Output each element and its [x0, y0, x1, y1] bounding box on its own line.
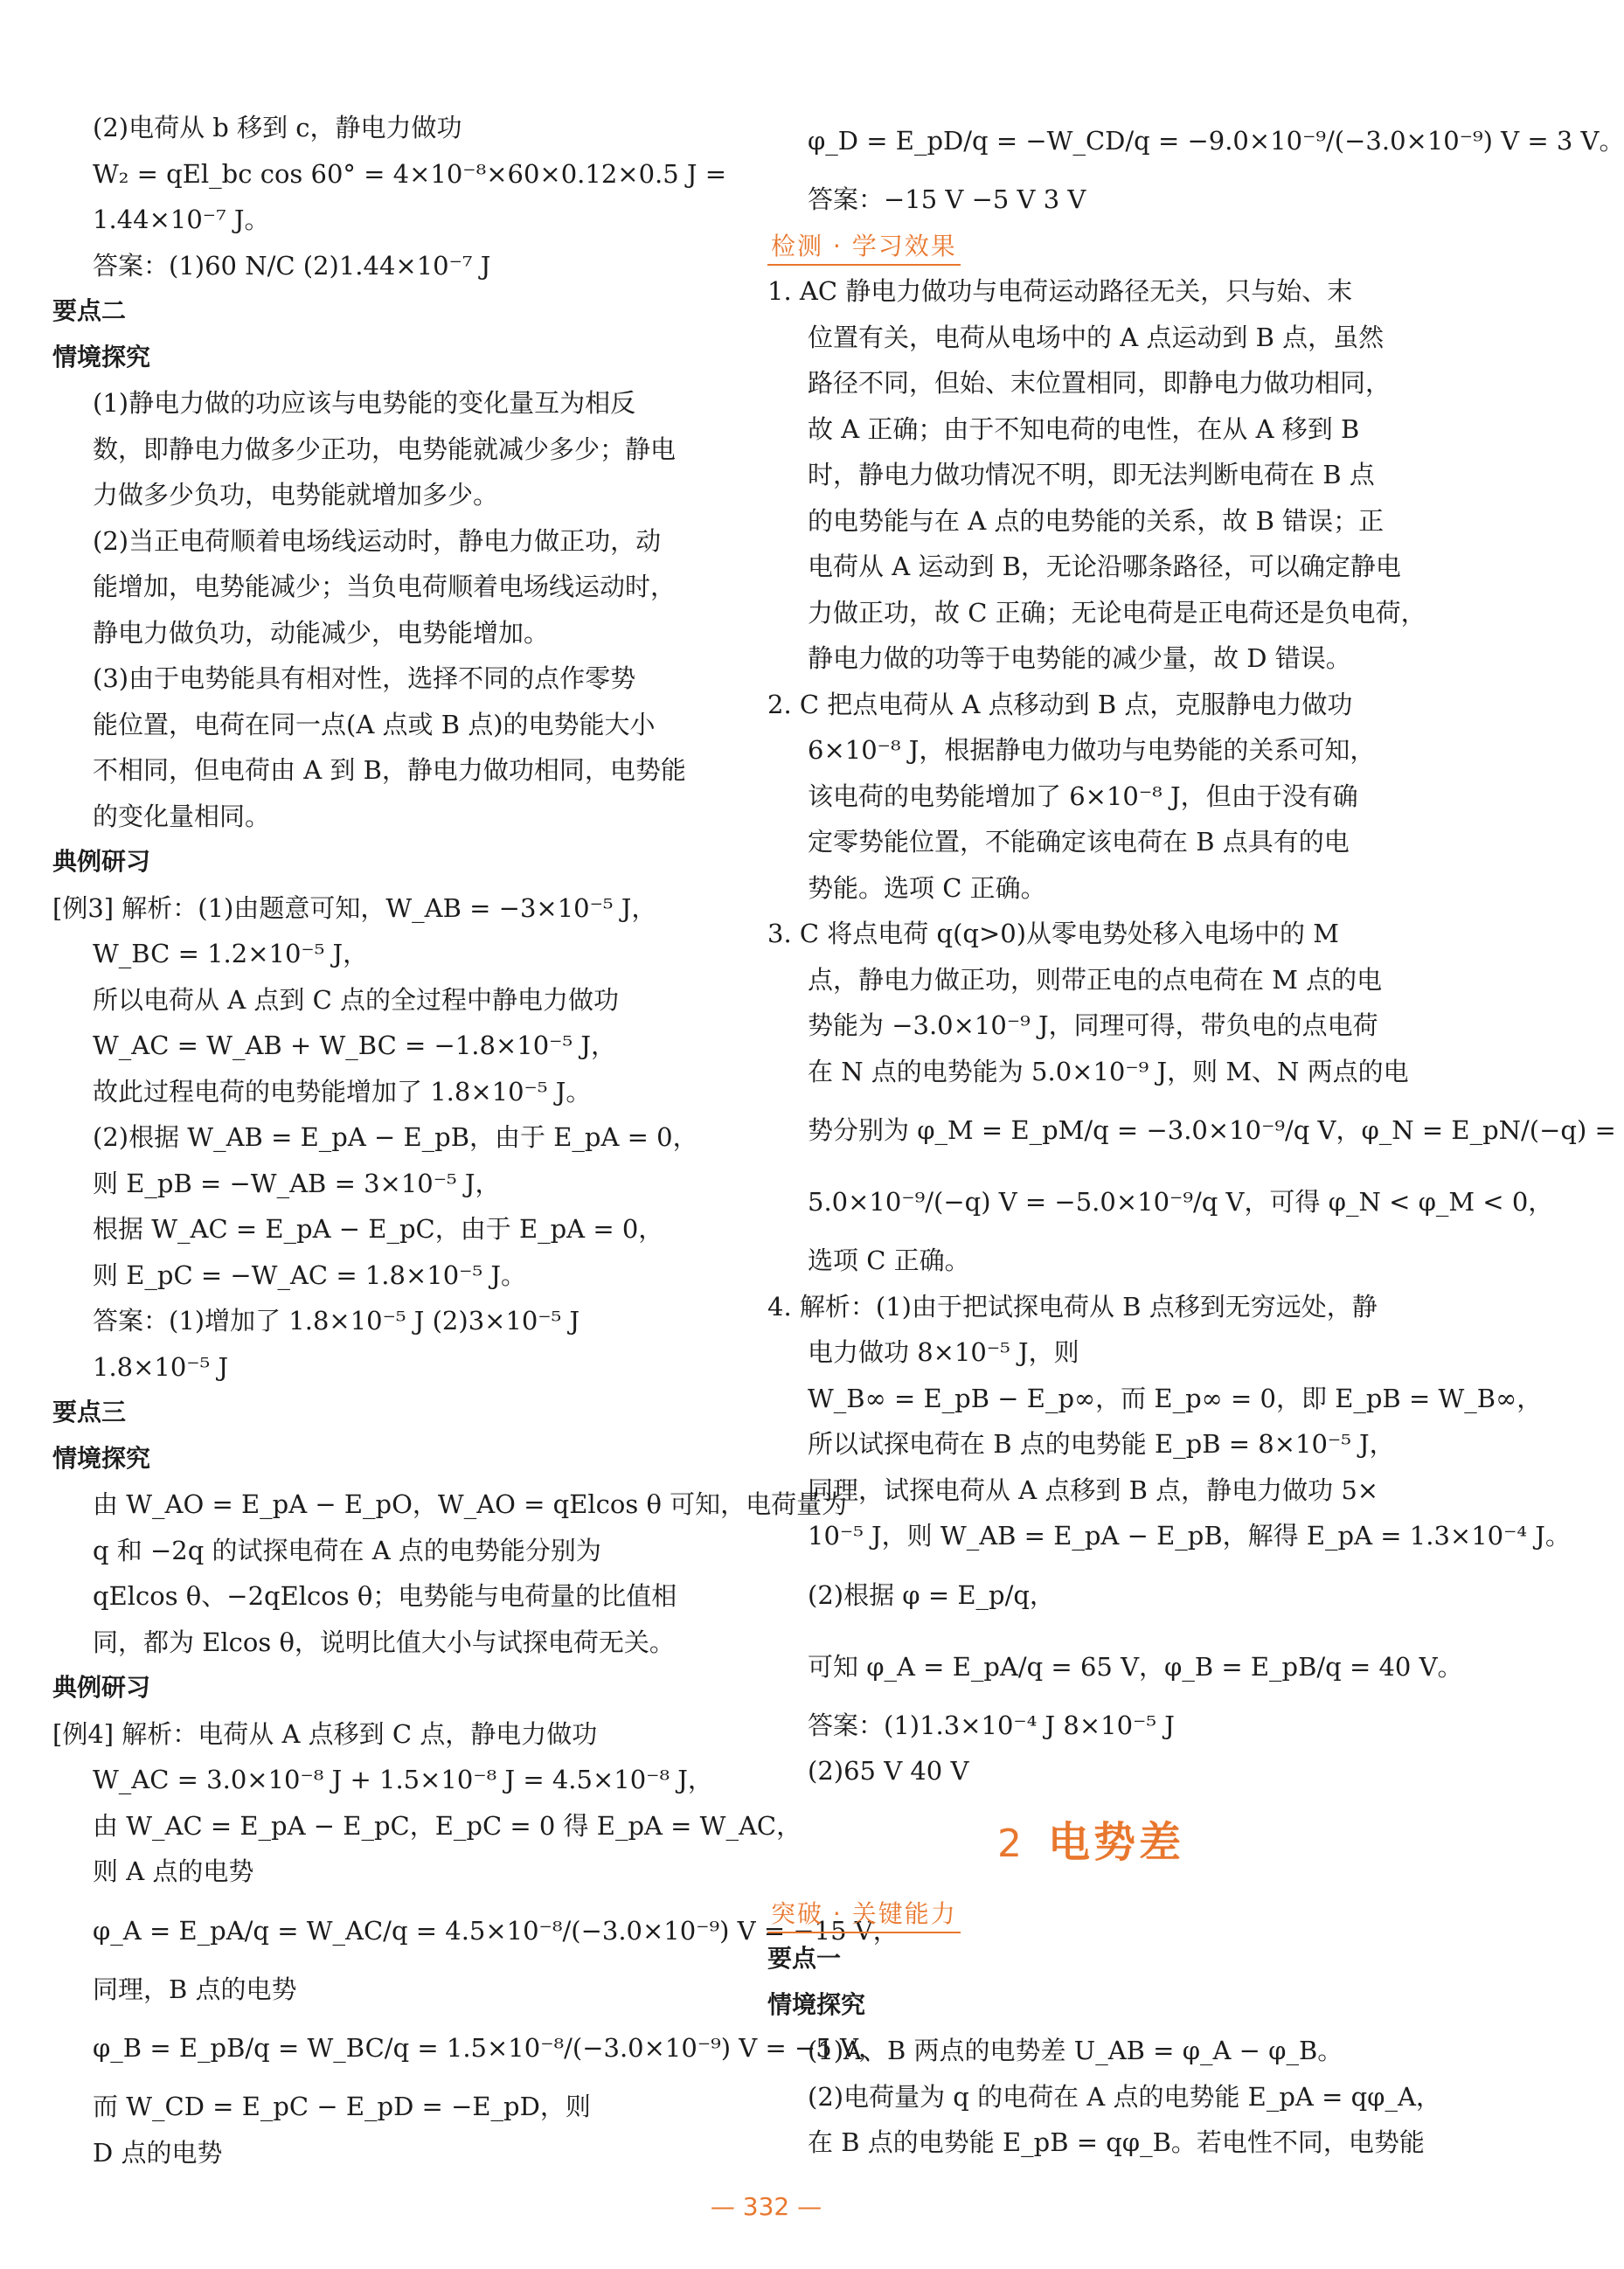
text-line: 势能。选项 C 正确。 [808, 872, 1046, 903]
text-line: 同理，B 点的电势 [93, 1974, 297, 2004]
subheading: 要点三 [52, 1398, 127, 1426]
text-line: 不相同，但电荷由 A 到 B，静电力做功相同，电势能 [93, 755, 686, 785]
text-line: 选项 C 正确。 [808, 1246, 970, 1275]
text-line: φ_D = E_pD/q = −W_CD/q = −9.0×10⁻⁹/(−3.0×10⁻⁹) V = 3 V。 [808, 126, 1624, 156]
text-line: 答案：(1)增加了 1.8×10⁻⁵ J (2)3×10⁻⁵ J [93, 1306, 580, 1336]
text-line: W₂ = qEl_bc cos 60° = 4×10⁻⁸×60×0.12×0.5 J = [93, 158, 727, 189]
text-line: 所以电荷从 A 点到 C 点的全过程中静电力做功 [93, 984, 620, 1015]
text-line: 而 W_CD = E_pC − E_pD = −E_pD，则 [93, 2092, 591, 2121]
text-line: 同理，试探电荷从 A 点移到 B 点，静电力做功 5× [808, 1475, 1379, 1505]
text-line: 则 E_pC = −W_AC = 1.8×10⁻⁵ J。 [93, 1259, 526, 1290]
text-line: 定零势能位置，不能确定该电荷在 B 点具有的电 [808, 827, 1350, 857]
text-line: 可知 φ_A = E_pA/q = 65 V，φ_B = E_pB/q = 40 V。 [808, 1651, 1463, 1682]
text-line: 电荷从 A 运动到 B，无论沿哪条路径，可以确定静电 [808, 552, 1401, 581]
text-line: 静电力做的功等于电势能的减少量，故 D 错误。 [808, 643, 1351, 673]
text-line: 能位置，电荷在同一点(A 点或 B 点)的电势能大小 [93, 709, 656, 739]
text-line: 静电力做负功，动能减少，电势能增加。 [93, 617, 550, 648]
text-line: 故 A 正确；由于不知电荷的电性，在从 A 移到 B [808, 413, 1360, 444]
text-line: 的电势能与在 A 点的电势能的关系，故 B 错误；正 [808, 505, 1385, 536]
section-title-label: 检测 · 学习效果 [767, 229, 961, 266]
text-line: 1.44×10⁻⁷ J。 [93, 205, 270, 234]
text-line: 势能为 −3.0×10⁻⁹ J，同理可得，带负电的点电荷 [808, 1010, 1378, 1040]
text-line: 能增加，电势能减少；当负电荷顺着电场线运动时， [93, 572, 677, 601]
text-line: 3. C 将点电荷 q(q>0)从零电势处移入电场中的 M [767, 919, 1339, 948]
text-line: 由 W_AO = E_pA − E_pO，W_AO = qElcos θ 可知，电荷量为 [93, 1489, 848, 1519]
text-line: 数，即静电力做多少正功，电势能就减少多少；静电 [93, 434, 677, 464]
text-line: 故此过程电荷的电势能增加了 1.8×10⁻⁵ J。 [93, 1076, 592, 1107]
text-line: 时，静电力做功情况不明，即无法判断电荷在 B 点 [808, 460, 1375, 489]
text-line: 5.0×10⁻⁹/(−q) V = −5.0×10⁻⁹/q V，可得 φ_N < φ_M < 0， [808, 1187, 1554, 1217]
text-line: (1)静电力做的功应该与电势能的变化量互为相反 [93, 388, 636, 418]
text-line: 1.8×10⁻⁵ J [93, 1351, 229, 1382]
page-number: — 332 — [710, 2192, 822, 2221]
right-column [767, 105, 1624, 2166]
text-line: 电力做功 8×10⁻⁵ J，则 [808, 1337, 1079, 1367]
text-line: 答案：−15 V −5 V 3 V [808, 184, 1086, 214]
chapter-number: 2 [996, 1821, 1022, 1866]
text-line: 则 A 点的电势 [93, 1856, 254, 1886]
text-line: (2)电荷量为 q 的电荷在 A 点的电势能 E_pA = qφ_A， [808, 2081, 1441, 2112]
subheading: 情境探究 [52, 1443, 151, 1473]
text-line: 1. AC 静电力做功与电荷运动路径无关，只与始、末 [767, 276, 1353, 306]
text-line: (2)根据 φ = E_p/q， [808, 1579, 1055, 1610]
text-line: 2. C 把点电荷从 A 点移动到 B 点，克服静电力做功 [767, 689, 1353, 719]
text-line: [例3] 解析：(1)由题意可知，W_AB = −3×10⁻⁵ J， [52, 892, 657, 923]
text-line: φ_B = E_pB/q = W_BC/q = 1.5×10⁻⁸/(−3.0×10⁻⁹) V = −5 V， [93, 2033, 884, 2063]
subheading: 情境探究 [52, 342, 151, 371]
text-line: q 和 −2q 的试探电荷在 A 点的电势能分别为 [93, 1535, 601, 1565]
subheading: 典例研习 [52, 1673, 151, 1702]
subheading: 要点一 [767, 1944, 842, 1973]
text-line: (3)由于电势能具有相对性，选择不同的点作零势 [93, 663, 636, 693]
text-line: 路径不同，但始、末位置相同，即静电力做功相同， [808, 368, 1392, 398]
section-title [767, 223, 1414, 269]
text-line: 该电荷的电势能增加了 6×10⁻⁸ J，但由于没有确 [808, 781, 1358, 811]
text-line: 答案：(1)1.3×10⁻⁴ J 8×10⁻⁵ J [808, 1710, 1175, 1740]
text-line: W_B∞ = E_pB − E_p∞，而 E_p∞ = 0，即 E_pB = W_B∞， [808, 1383, 1543, 1413]
text-line: 力做多少负功，电势能就增加多少。 [93, 480, 499, 510]
text-line: W_BC = 1.2×10⁻⁵ J， [93, 939, 369, 968]
text-line: 10⁻⁵ J，则 W_AB = E_pA − E_pB，解得 E_pA = 1.3×10⁻⁴ J。 [808, 1521, 1571, 1551]
text-line: qElcos θ、−2qElcos θ；电势能与电荷量的比值相 [93, 1581, 677, 1611]
subheading: 情境探究 [767, 1989, 866, 2019]
text-line: 在 B 点的电势能 E_pB = qφ_B。若电性不同，电势能 [808, 2127, 1425, 2157]
chapter-heading [767, 1794, 1414, 1891]
subheading: 典例研习 [52, 847, 151, 876]
text-line: 在 N 点的电势能为 5.0×10⁻⁹ J，则 M、N 两点的电 [808, 1056, 1409, 1086]
text-line: 根据 W_AC = E_pA − E_pC，由于 E_pA = 0， [93, 1214, 664, 1244]
text-line: 则 E_pB = −W_AB = 3×10⁻⁵ J， [93, 1168, 501, 1198]
text-line: W_AC = W_AB + W_BC = −1.8×10⁻⁵ J， [93, 1030, 616, 1060]
text-line: (2)根据 W_AB = E_pA − E_pB，由于 E_pA = 0， [93, 1122, 698, 1152]
text-line: 同，都为 Elcos θ，说明比值大小与试探电荷无关。 [93, 1627, 675, 1657]
text-line: W_AC = 3.0×10⁻⁸ J + 1.5×10⁻⁸ J = 4.5×10⁻⁸ J， [93, 1765, 713, 1794]
subheading: 要点二 [52, 296, 127, 325]
text-line: (1)A、B 两点的电势差 U_AB = φ_A − φ_B。 [808, 2036, 1343, 2065]
text-line: 4. 解析：(1)由于把试探电荷从 B 点移到无穷远处，静 [767, 1291, 1378, 1322]
text-line: (2)当正电荷顺着电场线运动时，静电力做正功，动 [93, 525, 662, 556]
text-line: 的变化量相同。 [93, 801, 271, 831]
chapter-title: 电势差 [1047, 1817, 1184, 1867]
text-line: 答案：(1)60 N/C (2)1.44×10⁻⁷ J [93, 250, 491, 281]
text-line: D 点的电势 [93, 2137, 223, 2168]
text-line: 力做正功，故 C 正确；无论电荷是正电荷还是负电荷， [808, 597, 1426, 628]
text-line: [例4] 解析：电荷从 A 点移到 C 点，静电力做功 [52, 1718, 598, 1749]
text-line: 势分别为 φ_M = E_pM/q = −3.0×10⁻⁹/q V，φ_N = E_pN/(−q) = [808, 1115, 1616, 1145]
text-line: 点，静电力做正功，则带正电的点电荷在 M 点的电 [808, 964, 1383, 995]
section-title-label: 突破 · 关键能力 [767, 1897, 961, 1933]
section-title [767, 1891, 1414, 1937]
text-line: (2)电荷从 b 移到 c，静电力做功 [93, 113, 462, 142]
text-line: φ_A = E_pA/q = W_AC/q = 4.5×10⁻⁸/(−3.0×10⁻⁹) V = −15 V， [93, 1915, 899, 1946]
text-line: (2)65 V 40 V [808, 1756, 969, 1786]
text-line: 位置有关，电荷从电场中的 A 点运动到 B 点，虽然 [808, 322, 1385, 352]
text-line: 由 W_AC = E_pA − E_pC，E_pC = 0 得 E_pA = W_AC， [93, 1810, 802, 1841]
text-line: 6×10⁻⁸ J，根据静电力做功与电势能的关系可知， [808, 735, 1376, 765]
text-line: 所以试探电荷在 B 点的电势能 E_pB = 8×10⁻⁵ J， [808, 1429, 1395, 1459]
